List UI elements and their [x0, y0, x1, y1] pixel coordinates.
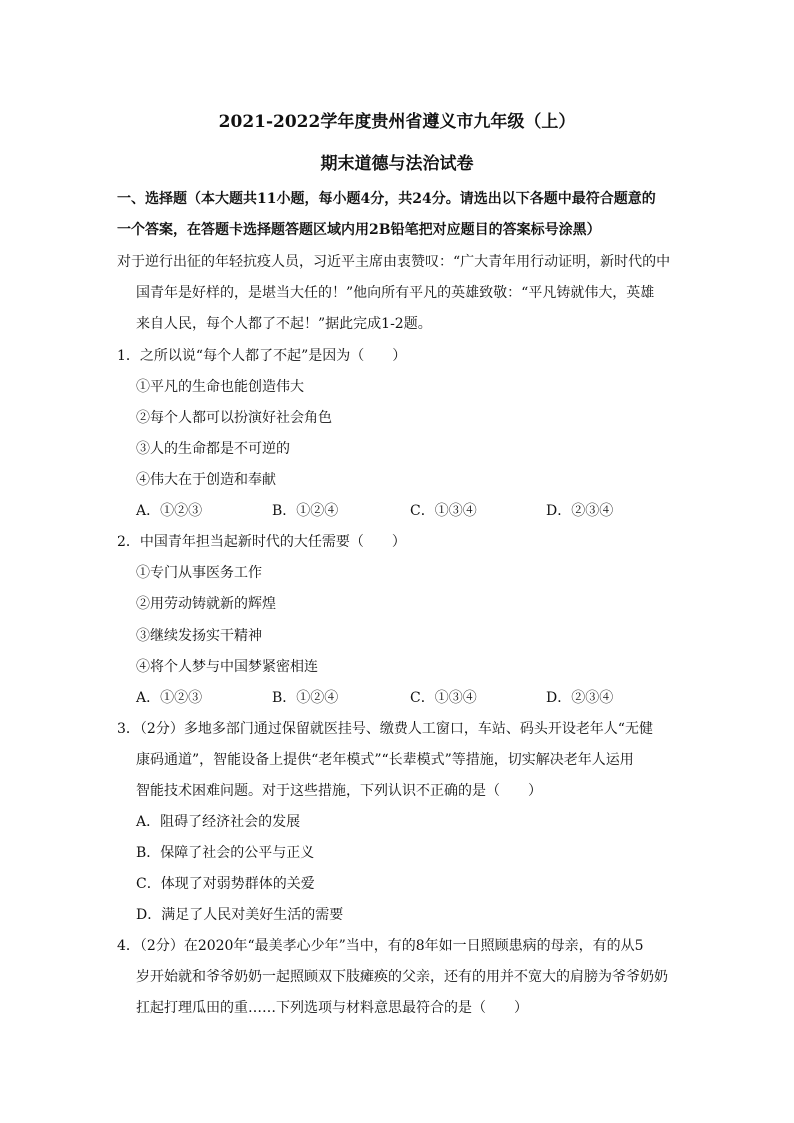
q3-option-c: C．体现了对弱势群体的关爱 [136, 876, 315, 892]
q1-item-1: ①平凡的生命也能创造伟大 [136, 379, 304, 395]
section-heading-line2: 一个答案，在答题卡选择题答题区域内用2B铅笔把对应题目的答案标号涂黑） [117, 222, 601, 238]
q2-option-a: A．①②③ [136, 690, 203, 706]
q2-item-3: ③继续发扬实干精神 [136, 628, 262, 644]
q1-item-2: ②每个人都可以扮演好社会角色 [136, 410, 332, 426]
q1-option-d: D．②③④ [546, 503, 614, 519]
q3-stem-line2: 康码通道”，智能设备上提供“老年模式”“长辈模式”等措施，切实解决老年人运用 [136, 752, 634, 768]
exam-title: 2021-2022学年度贵州省遵义市九年级（上） [218, 112, 576, 132]
q1-item-3: ③人的生命都是不可逆的 [136, 441, 290, 457]
material-line1: 对于逆行出征的年轻抗疫人员，习近平主席由衷赞叹：“广大青年用行动证明，新时代的中 [117, 254, 671, 270]
q3-option-a: A．阻碍了经济社会的发展 [136, 814, 301, 830]
material-line3: 来自人民，每个人都了不起！”据此完成1-2题。 [136, 316, 432, 332]
q1-option-b: B．①②④ [272, 503, 339, 519]
q2-option-c: C．①③④ [410, 690, 477, 706]
q2-stem: 2．中国青年担当起新时代的大任需要（ ） [117, 534, 406, 550]
q1-item-4: ④伟大在于创造和奉献 [136, 472, 276, 488]
q1-option-a: A．①②③ [136, 503, 203, 519]
q4-stem-line1: 4．（2分）在2020年“最美孝心少年”当中，有的8年如一日照顾患病的母亲，有的从5 [117, 938, 644, 954]
material-line2: 国青年是好样的，是堪当大任的！”他向所有平凡的英雄致敬：“平凡铸就伟大，英雄 [136, 285, 655, 301]
q4-stem-line2: 岁开始就和爷爷奶奶一起照顾双下肢瘫痪的父亲，还有的用并不宽大的肩膀为爷爷奶奶 [136, 969, 668, 985]
q4-stem-line3: 扛起打理瓜田的重……下列选项与材料意思最符合的是（ ） [136, 1000, 528, 1016]
q2-item-1: ①专门从事医务工作 [136, 565, 262, 581]
q3-option-b: B．保障了社会的公平与正义 [136, 845, 315, 861]
section-heading-line1: 一、选择题（本大题共11小题，每小题4分，共24分。请选出以下各题中最符合题意的 [117, 191, 656, 207]
q1-stem: 1．之所以说“每个人都了不起”是因为（ ） [117, 348, 407, 364]
q3-stem-line1: 3．（2分）多地多部门通过保留就医挂号、缴费人工窗口，车站、码头开设老年人“无健 [117, 721, 653, 737]
q2-option-b: B．①②④ [272, 690, 339, 706]
q2-item-2: ②用劳动铸就新的辉煌 [136, 596, 276, 612]
q2-item-4: ④将个人梦与中国梦紧密相连 [136, 659, 318, 675]
q2-option-d: D．②③④ [546, 690, 614, 706]
q3-stem-line3: 智能技术困难问题。对于这些措施，下列认识不正确的是（ ） [136, 783, 542, 799]
q1-option-c: C．①③④ [410, 503, 477, 519]
exam-subtitle: 期末道德与法治试卷 [320, 154, 474, 174]
q3-option-d: D．满足了人民对美好生活的需要 [136, 907, 344, 923]
